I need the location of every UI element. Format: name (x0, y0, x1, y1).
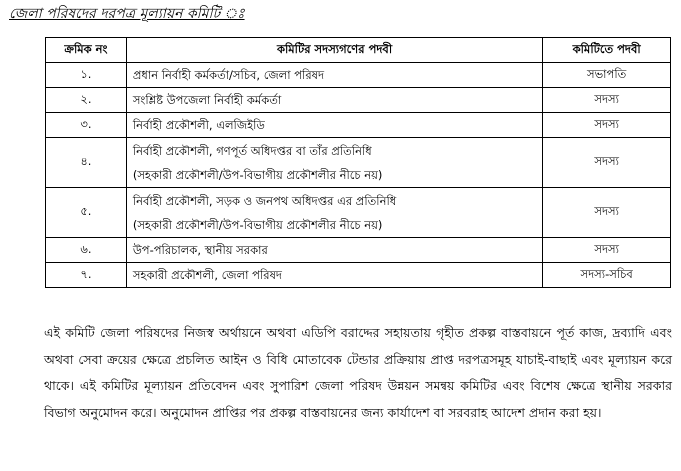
table-row (46, 63, 671, 88)
description-paragraph: এই কমিটি জেলা পরিষদের নিজস্ব অর্থায়নে অথবা এডিপি বরাদ্দের সহায়তায় গৃহীত প্রকল্প বাস্তবায়নে পূর্ত কাজ, দ্রব্যাদি এবং অথবা সেবা ক্রয়ের ক্ষেত্রে প্রচলিত আইন ও বিধি মোতাবেক টেন্ডার প্রক্রিয়ায় প্রাপ্ত দরপত্রসমূহ যাচাই-বাছাই এবং মূল্যায়ন করে থাকে। এই কমিটির মূল্যায়ন প্রতিবেদন এবং সুপারিশ জেলা পরিষদ উন্নয়ন সমন্বয় কমিটির এবং বিশেষ ক্ষেত্রে স্থানীয় সরকার বিভাগ অনুমোদন করে। অনুমোদন প্রাপ্তির পর প্রকল্প বাস্তবায়নের জন্য কার্যাদেশ বা সরবরাহ আদেশ প্রদান করা হয়। (44, 325, 672, 420)
row-designation (126, 188, 542, 238)
table-row (46, 188, 671, 238)
row-designation (126, 138, 542, 188)
committee-table (45, 37, 671, 288)
row-designation (126, 88, 542, 113)
page-heading: জেলা পরিষদের দরপত্র মূল্যায়ন কমিটি ঃ (9, 6, 245, 22)
row-designation (126, 238, 542, 263)
designation-line: নির্বাহী প্রকৌশলী, এলজিইডি (132, 118, 265, 132)
designation-line: (সহকারী প্রকৌশলী/উপ-বিভাগীয় প্রকৌশলীর নীচে নয়) (132, 167, 383, 182)
header-role: কমিটিতে পদবী (543, 38, 671, 63)
row-designation (126, 63, 542, 88)
row-role: সদস্য (543, 238, 671, 263)
table-row (46, 113, 671, 138)
row-serial: ৪. (46, 138, 127, 188)
designation-line: প্রধান নির্বাহী কর্মকর্তা/সচিব, জেলা পরিষদ (132, 68, 325, 82)
row-serial: ৫. (46, 188, 127, 238)
designation-line: (সহকারী প্রকৌশলী/উপ-বিভাগীয় প্রকৌশলীর নীচে নয়) (132, 217, 383, 232)
table-row (46, 88, 671, 113)
row-serial: ৬. (46, 238, 127, 263)
row-role: সদস্য (543, 88, 671, 113)
header-designation: কমিটির সদস্যগণের পদবী (126, 38, 542, 63)
row-designation (126, 263, 542, 288)
designation-line: নির্বাহী প্রকৌশলী, গণপূর্ত অধিদপ্তর বা তাঁর প্রতিনিধি (132, 143, 372, 158)
row-serial: ১. (46, 63, 127, 88)
row-role: সদস্য-সচিব (543, 263, 671, 288)
row-role: সভাপতি (543, 63, 671, 88)
row-serial: ৩. (46, 113, 127, 138)
table-row (46, 138, 671, 188)
row-serial: ৭. (46, 263, 127, 288)
table-header-row (46, 38, 671, 63)
row-role: সদস্য (543, 113, 671, 138)
row-role: সদস্য (543, 188, 671, 238)
header-serial: ক্রমিক নং (46, 38, 127, 63)
designation-line: নির্বাহী প্রকৌশলী, সড়ক ও জনপথ অধিদপ্তর এর প্রতিনিধি (132, 193, 397, 208)
designation-line: সংশ্লিষ্ট উপজেলা নির্বাহী কর্মকর্তা (132, 93, 282, 107)
table-row (46, 263, 671, 288)
row-serial: ২. (46, 88, 127, 113)
row-designation (126, 113, 542, 138)
designation-line: উপ-পরিচালক, স্থানীয় সরকার (132, 243, 268, 257)
table-row (46, 238, 671, 263)
designation-line: সহকারী প্রকৌশলী, জেলা পরিষদ (132, 268, 282, 282)
row-role: সদস্য (543, 138, 671, 188)
